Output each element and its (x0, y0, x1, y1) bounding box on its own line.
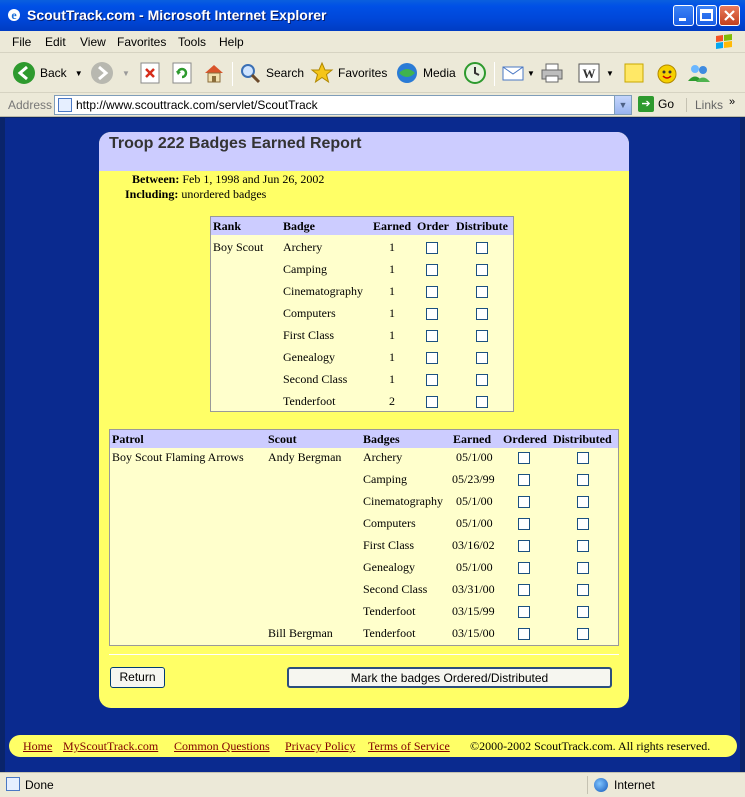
toolbar (0, 53, 745, 93)
earned-cell: 1 (389, 262, 395, 276)
ordered-checkbox[interactable] (518, 540, 530, 552)
note-icon (623, 62, 645, 84)
stop-icon (140, 62, 160, 84)
go-button[interactable]: ➔ Go (638, 96, 674, 112)
earned-cell: 05/23/99 (452, 472, 495, 486)
badge-cell: Cinematography (283, 284, 363, 298)
distribute-checkbox[interactable] (476, 286, 488, 298)
footer-link-common-questions[interactable]: Common Questions (174, 739, 270, 753)
badge-cell: Tenderfoot (283, 394, 336, 408)
header-scout: Scout (268, 432, 297, 446)
print-button[interactable] (540, 60, 564, 86)
distributed-checkbox[interactable] (577, 540, 589, 552)
status-bar (0, 772, 745, 797)
earned-cell: 05/1/00 (456, 516, 493, 530)
menu-edit[interactable]: Edit (45, 35, 66, 49)
distributed-checkbox[interactable] (577, 496, 589, 508)
media-button[interactable]: Media (395, 60, 456, 86)
earned-cell: 2 (389, 394, 395, 408)
order-checkbox[interactable] (426, 308, 438, 320)
badge-cell: Genealogy (283, 350, 335, 364)
earned-cell: 05/1/00 (456, 494, 493, 508)
edit-button[interactable] (578, 60, 614, 86)
smiley-icon (655, 61, 679, 85)
distributed-checkbox[interactable] (577, 606, 589, 618)
ordered-checkbox[interactable] (518, 452, 530, 464)
earned-cell: 1 (389, 350, 395, 364)
ordered-checkbox[interactable] (518, 562, 530, 574)
distribute-checkbox[interactable] (476, 330, 488, 342)
badge-cell: Second Class (363, 582, 428, 596)
status-text: Done (25, 778, 54, 792)
detail-table (109, 429, 619, 646)
header-badge: Badge (283, 219, 316, 233)
footer-link-privacy-policy[interactable]: Privacy Policy (285, 739, 356, 753)
search-icon (238, 61, 262, 85)
report-panel (99, 132, 629, 708)
distribute-checkbox[interactable] (476, 242, 488, 254)
ordered-checkbox[interactable] (518, 518, 530, 530)
header-distributed: Distributed (553, 432, 612, 446)
including-line (125, 187, 266, 202)
menu-favorites[interactable]: Favorites (117, 35, 167, 49)
favorites-button[interactable]: Favorites (310, 60, 387, 86)
badge-cell: Genealogy (363, 560, 415, 574)
discuss-button[interactable] (623, 60, 645, 86)
ordered-checkbox[interactable] (518, 606, 530, 618)
users-icon (686, 61, 712, 85)
home-button[interactable] (202, 60, 226, 86)
header-patrol: Patrol (112, 432, 144, 446)
distribute-checkbox[interactable] (476, 308, 488, 320)
ordered-checkbox[interactable] (518, 584, 530, 596)
history-button[interactable] (463, 60, 487, 86)
badge-cell: Tenderfoot (363, 626, 416, 640)
word-edit-icon (578, 63, 600, 83)
stop-button[interactable] (140, 60, 160, 86)
address-dropdown-icon[interactable]: ▼ (614, 96, 631, 114)
earned-cell: 03/16/02 (452, 538, 495, 552)
distribute-checkbox[interactable] (476, 374, 488, 386)
mark-ordered-distributed-button[interactable]: Mark the badges Ordered/Distributed (287, 667, 612, 688)
footer-link-terms-of-service[interactable]: Terms of Service (368, 739, 450, 753)
page-title: Troop 222 Badges Earned Report (109, 135, 362, 152)
distributed-checkbox[interactable] (577, 452, 589, 464)
header-earned: Earned (373, 219, 412, 233)
including-label: Including: (125, 187, 179, 201)
earned-cell: 05/1/00 (456, 560, 493, 574)
footer-link-myscouttrack[interactable]: MyScoutTrack.com (63, 739, 159, 753)
windows-logo-icon (713, 33, 735, 51)
window-title: ScoutTrack.com - Microsoft Internet Explorer (27, 7, 327, 23)
print-icon (540, 62, 564, 84)
ordered-checkbox[interactable] (518, 474, 530, 486)
security-zone (587, 776, 655, 794)
search-button[interactable]: Search (238, 60, 304, 86)
earned-cell: 03/31/00 (452, 582, 495, 596)
forward-arrow-icon (90, 61, 114, 85)
badge-cell: Camping (363, 472, 407, 486)
distributed-checkbox[interactable] (577, 518, 589, 530)
footer-link-home[interactable]: Home (23, 739, 53, 753)
ordered-checkbox[interactable] (518, 628, 530, 640)
order-checkbox[interactable] (426, 242, 438, 254)
header-order: Order (417, 219, 449, 233)
badge-cell: Cinematography (363, 494, 443, 508)
maximize-icon (697, 6, 716, 25)
mail-button[interactable] (501, 60, 535, 86)
minimize-icon (674, 6, 693, 25)
header-ordered: Ordered (503, 432, 547, 446)
earned-cell: 05/1/00 (456, 450, 493, 464)
badge-cell: Archery (283, 240, 323, 254)
back-arrow-icon (12, 61, 36, 85)
order-checkbox[interactable] (426, 286, 438, 298)
including-value: unordered badges (181, 187, 267, 201)
distribute-checkbox[interactable] (476, 264, 488, 276)
close-button[interactable] (719, 5, 740, 26)
zone-label: Internet (614, 778, 655, 792)
menu-help[interactable]: Help (219, 35, 244, 49)
forward-button[interactable] (90, 60, 130, 86)
ie-logo-icon (6, 7, 22, 23)
minimize-button[interactable] (673, 5, 694, 26)
menu-file[interactable]: File (12, 35, 32, 49)
address-url: http://www.scouttrack.com/servlet/ScoutTrack (76, 98, 318, 112)
menu-bar (0, 31, 745, 53)
distributed-checkbox[interactable] (577, 562, 589, 574)
between-label: Between: (132, 172, 180, 186)
badge-cell: First Class (363, 538, 415, 552)
links-button[interactable]: Links (686, 98, 723, 112)
menu-tools[interactable]: Tools (178, 35, 207, 49)
window-titlebar (0, 0, 745, 31)
badge-cell: Camping (283, 262, 327, 276)
chevron-right-icon[interactable]: » (729, 96, 736, 108)
return-button[interactable]: Return (110, 667, 165, 688)
page-done-icon (6, 777, 20, 791)
rank-cell: Boy Scout (213, 240, 264, 254)
svg-text:e: e (11, 8, 17, 22)
header-badges: Badges (363, 432, 400, 446)
page-content (5, 118, 740, 772)
go-arrow-icon: ➔ (638, 96, 654, 112)
badge-cell: Computers (363, 516, 416, 530)
address-bar (0, 93, 745, 117)
close-icon (720, 6, 739, 25)
header-distribute: Distribute (456, 219, 508, 233)
distributed-checkbox[interactable] (577, 474, 589, 486)
earned-cell: 1 (389, 284, 395, 298)
ordered-checkbox[interactable] (518, 496, 530, 508)
svg-text:W: W (582, 66, 596, 81)
badge-cell: Second Class (283, 372, 348, 386)
globe-icon (594, 778, 608, 792)
header-earned: Earned (453, 432, 492, 446)
patrol-cell: Boy Scout Flaming Arrows (112, 450, 244, 464)
history-icon (463, 61, 487, 85)
menu-view[interactable]: View (80, 35, 106, 49)
badge-cell: Archery (363, 450, 403, 464)
header-rank: Rank (213, 219, 242, 233)
distribute-checkbox[interactable] (476, 396, 488, 408)
address-label: Address (8, 98, 53, 112)
forward-dropdown-icon[interactable]: ▼ (122, 68, 130, 78)
between-value: Feb 1, 1998 and Jun 26, 2002 (182, 172, 325, 186)
distributed-checkbox[interactable] (577, 628, 589, 640)
contacts-button[interactable] (686, 60, 712, 86)
back-dropdown-icon[interactable]: ▼ (74, 68, 83, 78)
edit-dropdown-icon[interactable]: ▼ (606, 68, 614, 78)
order-checkbox[interactable] (426, 330, 438, 342)
mail-icon (501, 62, 525, 84)
mail-dropdown-icon[interactable]: ▼ (527, 68, 535, 78)
order-checkbox[interactable] (426, 396, 438, 408)
earned-cell: 03/15/99 (452, 604, 495, 618)
badge-cell: First Class (283, 328, 335, 342)
earned-cell: 03/15/00 (452, 626, 495, 640)
favorites-star-icon (310, 61, 334, 85)
scout-cell: Bill Bergman (268, 626, 333, 640)
footer (9, 735, 737, 757)
order-checkbox[interactable] (426, 264, 438, 276)
earned-cell: 1 (389, 372, 395, 386)
report-header (99, 132, 629, 171)
divider (109, 654, 619, 655)
earned-cell: 1 (389, 240, 395, 254)
earned-cell: 1 (389, 306, 395, 320)
distributed-checkbox[interactable] (577, 584, 589, 596)
copyright: ©2000-2002 ScoutTrack.com. All rights reserved. (470, 739, 711, 753)
between-line (132, 172, 324, 187)
media-icon (395, 61, 419, 85)
back-button[interactable]: Back ▼ (12, 60, 83, 86)
home-icon (202, 62, 226, 84)
messenger-button[interactable] (655, 60, 679, 86)
badge-cell: Computers (283, 306, 336, 320)
page-icon (58, 98, 72, 112)
order-checkbox[interactable] (426, 374, 438, 386)
scout-cell: Andy Bergman (268, 450, 342, 464)
distribute-checkbox[interactable] (476, 352, 488, 364)
order-checkbox[interactable] (426, 352, 438, 364)
refresh-icon (172, 62, 192, 84)
badge-cell: Tenderfoot (363, 604, 416, 618)
earned-cell: 1 (389, 328, 395, 342)
address-input[interactable] (54, 95, 632, 115)
maximize-button[interactable] (696, 5, 717, 26)
refresh-button[interactable] (172, 60, 192, 86)
summary-table (210, 216, 514, 412)
